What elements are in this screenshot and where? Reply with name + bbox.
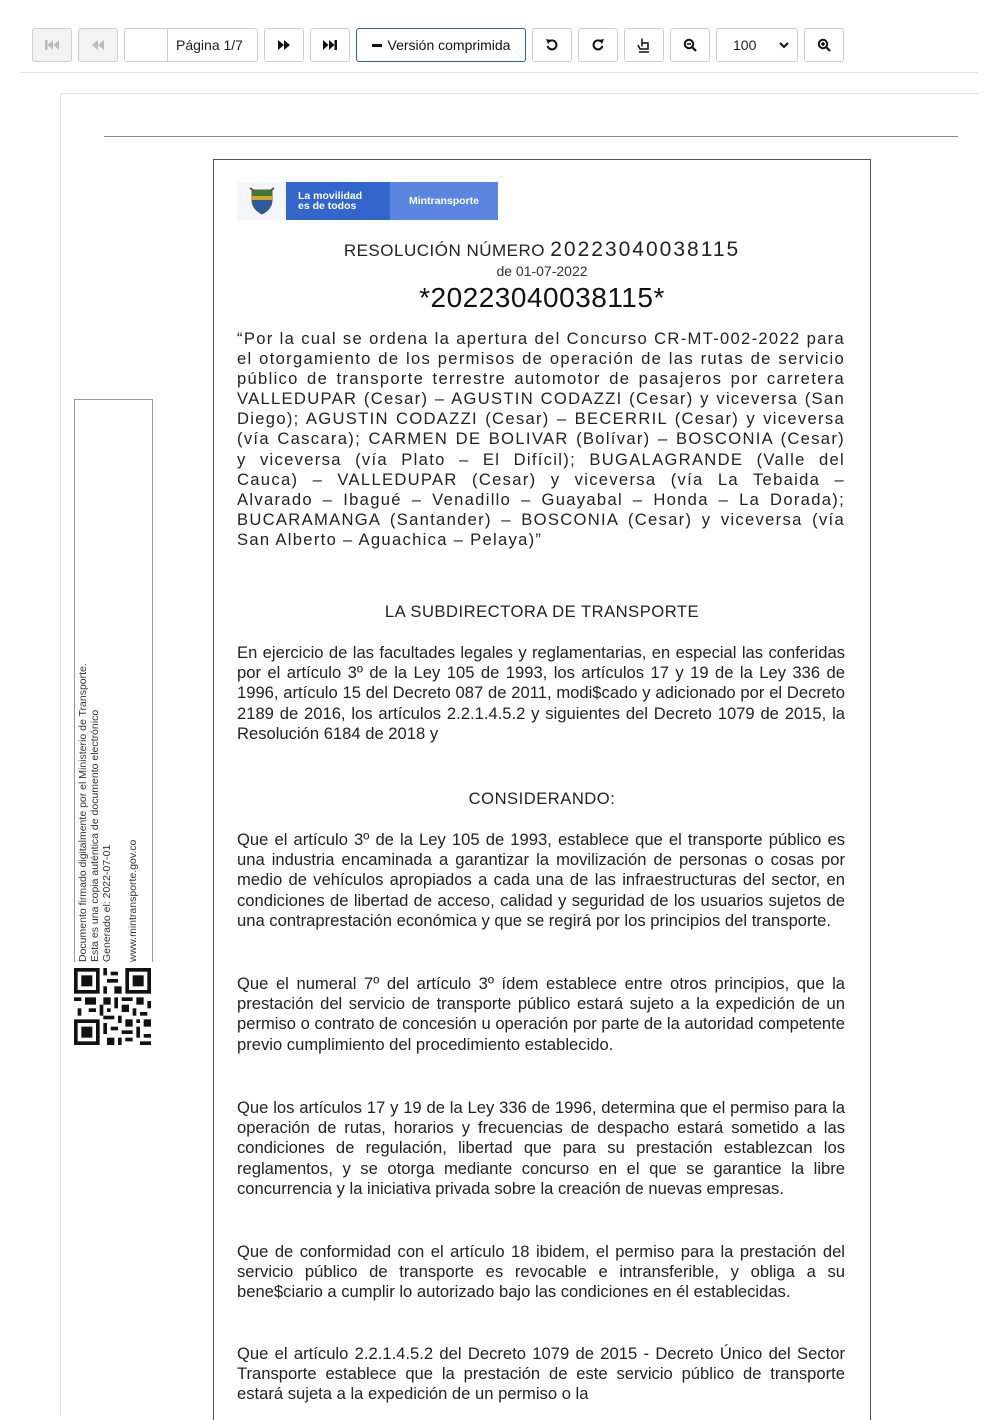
compressed-version-label: Versión comprimida (387, 37, 511, 53)
pan-tool-button[interactable] (624, 28, 664, 62)
logo-slogan-line-1: La movilidad (298, 190, 363, 202)
rotate-right-button[interactable] (578, 28, 618, 62)
fast-forward-icon (277, 38, 291, 52)
toolbar-divider (20, 72, 978, 73)
rotate-left-button[interactable] (532, 28, 572, 62)
logo-slogan (286, 182, 390, 220)
last-page-button[interactable] (310, 28, 350, 62)
paragraph-5: Que el artículo 2.2.1.4.5.2 del Decreto 1079 de 2015 - Decreto Único del Sector Transporte establece que la prestación de este servicio público de transporte estará sujeta a la expedición de un permiso o la (237, 1344, 845, 1404)
stamp-line-1: Documento firmado digitalmente por el Ministerio de Transporte. (77, 663, 89, 962)
next-page-button[interactable] (264, 28, 304, 62)
resolution-subject: “Por la cual se ordena la apertura del Concurso CR-MT-002-2022 para el otorgamiento de los permisos de operación de las rutas de servicio público de transporte terrestre automotor de pasajeros por carretera VALLEDUPAR (Cesar) – AGUSTIN CODAZZI (Cesar) y viceversa (San Diego); AGUSTIN CODAZZI (Cesar) – BECERRIL (Cesar) y viceversa (vía Cascara); CARMEN DE BOLIVAR (Bolívar) – BOSCONIA (Cesar) y viceversa (vía Plato – El Difícil); BUGALAGRANDE (Valle del Cauca) – VALLEDUPAR (Cesar) y viceversa (vía La Tebaida – Alvarado – Ibagué – Venadillo – Guayabal – Honda – La Dorada); BUCARAMANGA (Santander) – BOSCONIA (Cesar) y viceversa (vía San Alberto – Aguachica – Pelaya)” (237, 329, 845, 549)
rotate-right-icon (591, 38, 605, 52)
resolution-date: de 01-07-2022 (496, 263, 588, 279)
hand-pointer-icon (637, 37, 651, 53)
zoom-out-button[interactable] (670, 28, 710, 62)
resolution-barcode-number: *20223040038115* (419, 282, 665, 313)
paragraph-1: Que el artículo 3º de la Ley 105 de 1993, establece que el transporte público es una industria encaminada a garantizar la movilización de personas o cosas por medio de vehículos apropiados a cada una de las infraestructuras del sector, en condiciones de libertad de acceso, calidad y seguridad de los usuarios sujetos de una contraprestación económica y que se regirá por los principios del transporte. (237, 830, 845, 930)
page-indicator: Página 1/7 (162, 28, 258, 62)
digital-signature-stamp (74, 399, 153, 962)
stamp-line-2: Esta es una copia auténtica de documento electrónico (89, 709, 101, 962)
zoom-in-icon (817, 38, 831, 52)
rotate-left-icon (545, 38, 559, 52)
viewer-toolbar (32, 27, 844, 63)
resolution-title (214, 238, 870, 262)
issuing-authority: LA SUBDIRECTORA DE TRANSPORTE (384, 602, 700, 621)
considerando-heading: CONSIDERANDO: (468, 789, 616, 808)
first-page-button[interactable] (32, 28, 72, 62)
logo-brand: Mintransporte (390, 182, 498, 220)
minus-icon (372, 44, 382, 47)
resolution-title-prefix: RESOLUCIÓN NÚMERO (343, 241, 545, 260)
page-top-rule (104, 136, 958, 137)
previous-page-button[interactable] (78, 28, 118, 62)
preamble-paragraph: En ejercicio de las facultades legales y reglamentarias, en especial las conferidas por el artículo 3º de la Ley 105 de 1993, los artículos 17 y 19 de la Ley 336 de 1996, artículo 15 del Decreto 087 de 2011, modi$cado y adicionado por el Decreto 2189 de 2016, los artículos 2.2.1.4.5.2 y siguientes del Decreto 1079 de 2015, la Resolución 6184 de 2018 y (237, 643, 845, 743)
stamp-website: www.mintransporte.gov.co (127, 839, 139, 962)
paragraph-4: Que de conformidad con el artículo 18 ibidem, el permiso para la prestación del servicio público de transporte es revocable e intransferible, y obliga a su bene$ciario a cumplir lo autorizado bajo las condiciones en él establecidas. (237, 1242, 845, 1302)
rewind-icon (91, 38, 105, 52)
zoom-out-icon (683, 38, 697, 52)
zoom-value: 100 (733, 37, 757, 53)
skip-last-icon (322, 38, 338, 52)
skip-first-icon (44, 38, 60, 52)
qr-code-icon (74, 968, 151, 1045)
document-page (213, 159, 871, 1420)
resolution-number: 20223040038115 (550, 238, 741, 261)
page-selector (124, 28, 258, 62)
zoom-in-button[interactable] (804, 28, 844, 62)
paragraph-3: Que los artículos 17 y 19 de la Ley 336 de 1996, determina que el permiso para la operación de rutas, horarios y frecuencias de despacho estará sometido a las condiciones de regulación, libertad que para su prestación establezcan los reglamentos, y se otorga mediante concurso en el que se garantice la libre concurrencia y la iniciativa privada sobre la creación de nuevas empresas. (237, 1098, 845, 1198)
government-logo (237, 182, 498, 220)
coat-of-arms-icon (237, 182, 286, 220)
paragraph-2: Que el numeral 7º del artículo 3º ídem establece entre otros principios, que la prestación del servicio de transporte público estará sujeto a la expedición de un permiso o contrato de concesión u operación por parte de la autoridad competente previo cumplimiento del procedimiento establecido. (237, 974, 845, 1054)
logo-slogan-line-2: es de todos (298, 200, 357, 212)
compressed-version-button[interactable] (356, 28, 526, 62)
stamp-line-3: Generado el: 2022-07-01 (101, 844, 113, 962)
zoom-select[interactable] (716, 28, 798, 62)
chevron-down-icon (779, 41, 789, 49)
